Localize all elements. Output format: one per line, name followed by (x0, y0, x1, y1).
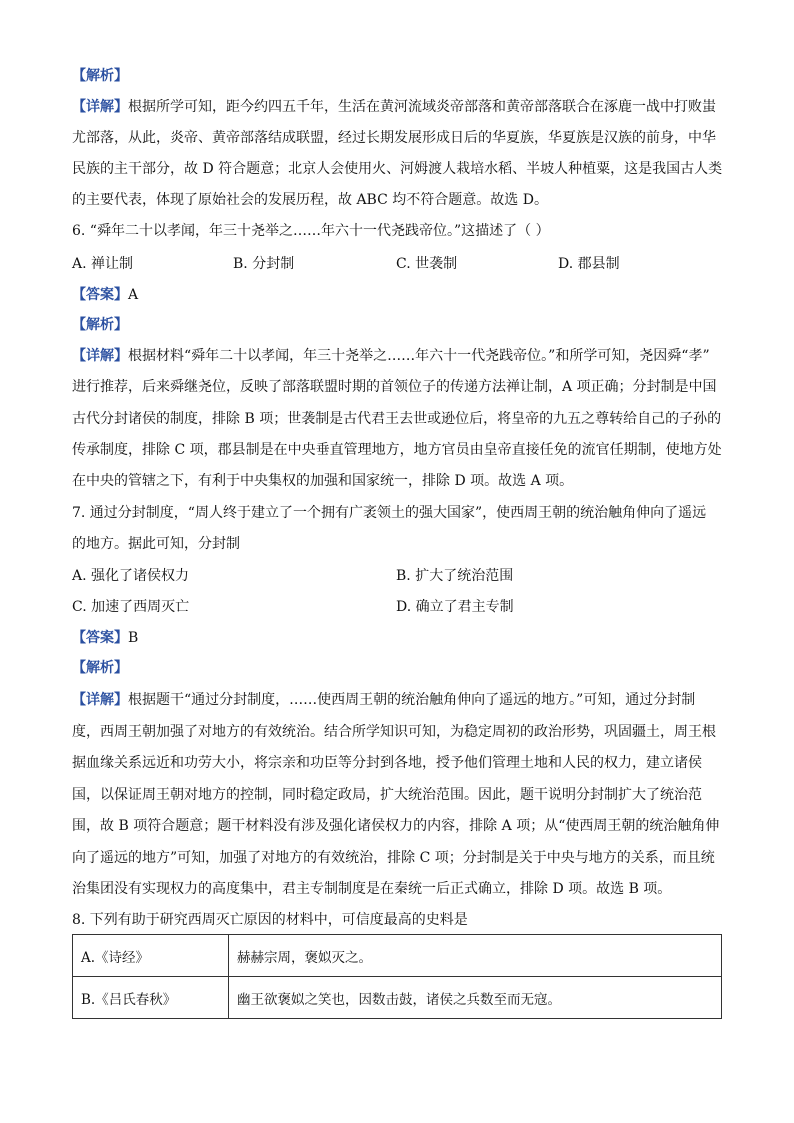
question-7-options-row-2 (0, 597, 794, 617)
question-7-stem: 7. 通过分封制度，“周人终于建立了一个拥有广袤领土的强大国家”，使西周王朝的统治触角伸向了遥远 (72, 505, 707, 521)
detail-tag: 【详解】 (72, 99, 128, 115)
detail-text: 向了遥远的地方”可知，加强了对地方的有效统治，排除 C 项；分封制是关于中央与地方的关系，而且统 (72, 850, 715, 866)
question-7-options-row-1 (0, 566, 794, 586)
detail-text: 根据题干“通过分封制度，……使西周王朝的统治触角伸向了遥远的地方。”可知，通过分封制 (128, 692, 696, 708)
detail-text: 度，西周王朝加强了对地方的有效统治。结合所学知识可知，为稳定周初的政治形势，巩固疆土，周王根 (72, 724, 716, 740)
question-6-stem: 6. “舜年二十以孝闻，年三十尧举之……年六十一代尧践帝位。”这描述了（ ） (72, 223, 550, 239)
answer-value: A (128, 287, 139, 303)
detail-text: 传承制度，排除 C 项，郡县制是在中央垂直管理地方，地方官员由皇帝直接任免的流官任期制，使地方处 (72, 442, 722, 458)
option-b[interactable]: B. 分封制 (233, 256, 295, 272)
source-quote-cell: 赫赫宗周，褒姒灭之。 (229, 935, 722, 977)
option-b[interactable]: B. 扩大了统治范围 (396, 568, 514, 584)
detail-text: 的主要代表，体现了原始社会的发展历程，故 ABC 均不符合题意。故选 D。 (72, 192, 548, 208)
option-d[interactable]: D. 确立了君主专制 (396, 599, 514, 615)
option-c[interactable]: C. 加速了西周灭亡 (72, 599, 190, 615)
detail-text: 根据材料“舜年二十以孝闻，年三十尧举之……年六十一代尧践帝位。”和所学可知，尧因舜“孝” (128, 348, 710, 364)
answer-tag: 【答案】 (72, 630, 128, 646)
detail-text: 国，以保证周王朝对地方的控制，同时稳定政局，扩大统治范围。因此，题干说明分封制扩大了统治范 (72, 787, 702, 803)
detail-text: 在中央的管辖之下，有利于中央集权的加强和国家统一，排除 D 项。故选 A 项。 (72, 473, 574, 489)
answer-value: B (128, 630, 139, 646)
question-7-stem: 的地方。据此可知，分封制 (72, 536, 240, 552)
detail-text: 根据所学可知，距今约四五千年，生活在黄河流域炎帝部落和黄帝部落联合在涿鹿一战中打败蚩 (128, 99, 716, 115)
analysis-tag: 【解析】 (72, 660, 128, 676)
source-name-cell[interactable]: B.《吕氏春秋》 (73, 977, 229, 1019)
option-a[interactable]: A. 强化了诸侯权力 (72, 568, 190, 584)
question-8-stem: 8. 下列有助于研究西周灭亡原因的材料中，可信度最高的史料是 (72, 912, 468, 928)
table-row (73, 935, 722, 977)
option-c[interactable]: C. 世袭制 (396, 256, 458, 272)
answer-line (72, 285, 138, 305)
detail-tag: 【详解】 (72, 692, 128, 708)
table-row (73, 977, 722, 1019)
detail-text: 民族的主干部分，故 D 符合题意；北京人会使用火、河姆渡人栽培水稻、半坡人种植粟，这是我国古人类 (72, 161, 723, 177)
detail-paragraph-line (72, 690, 695, 710)
detail-text: 进行推荐，后来舜继尧位，反映了部落联盟时期的首领位子的传递方法禅让制，A 项正确；分封制是中国 (72, 379, 717, 395)
analysis-tag: 【解析】 (72, 68, 128, 84)
detail-tag: 【详解】 (72, 348, 128, 364)
source-name-cell[interactable]: A.《诗经》 (73, 935, 229, 977)
option-d[interactable]: D. 郡县制 (558, 256, 620, 272)
detail-text: 治集团没有实现权力的高度集中，君主专制制度是在秦统一后正式确立，排除 D 项。故选 B 项。 (72, 881, 672, 897)
detail-paragraph-line (72, 97, 716, 117)
answer-tag: 【答案】 (72, 287, 128, 303)
detail-text: 围，故 B 项符合题意；题干材料没有涉及强化诸侯权力的内容，排除 A 项；从“使西周王朝的统治触角伸 (72, 818, 720, 834)
analysis-tag: 【解析】 (72, 317, 128, 333)
option-a[interactable]: A. 禅让制 (72, 256, 134, 272)
question-6-options (0, 254, 794, 274)
detail-paragraph-line (72, 346, 710, 366)
detail-text: 古代分封诸侯的制度，排除 B 项；世袭制是古代君王去世或逊位后，将皇帝的九五之尊转给自己的子孙的 (72, 411, 722, 427)
answer-line (72, 628, 138, 648)
source-quote-cell: 幽王欲褒姒之笑也，因数击鼓，诸侯之兵数至而无寇。 (229, 977, 722, 1019)
detail-text: 尤部落，从此，炎帝、黄帝部落结成联盟，经过长期发展形成日后的华夏族，华夏族是汉族的前身，中华 (72, 130, 716, 146)
source-table (72, 934, 722, 1019)
detail-text: 据血缘关系远近和功劳大小，将宗亲和功臣等分封到各地，授予他们管理土地和人民的权力，建立诸侯 (72, 755, 702, 771)
